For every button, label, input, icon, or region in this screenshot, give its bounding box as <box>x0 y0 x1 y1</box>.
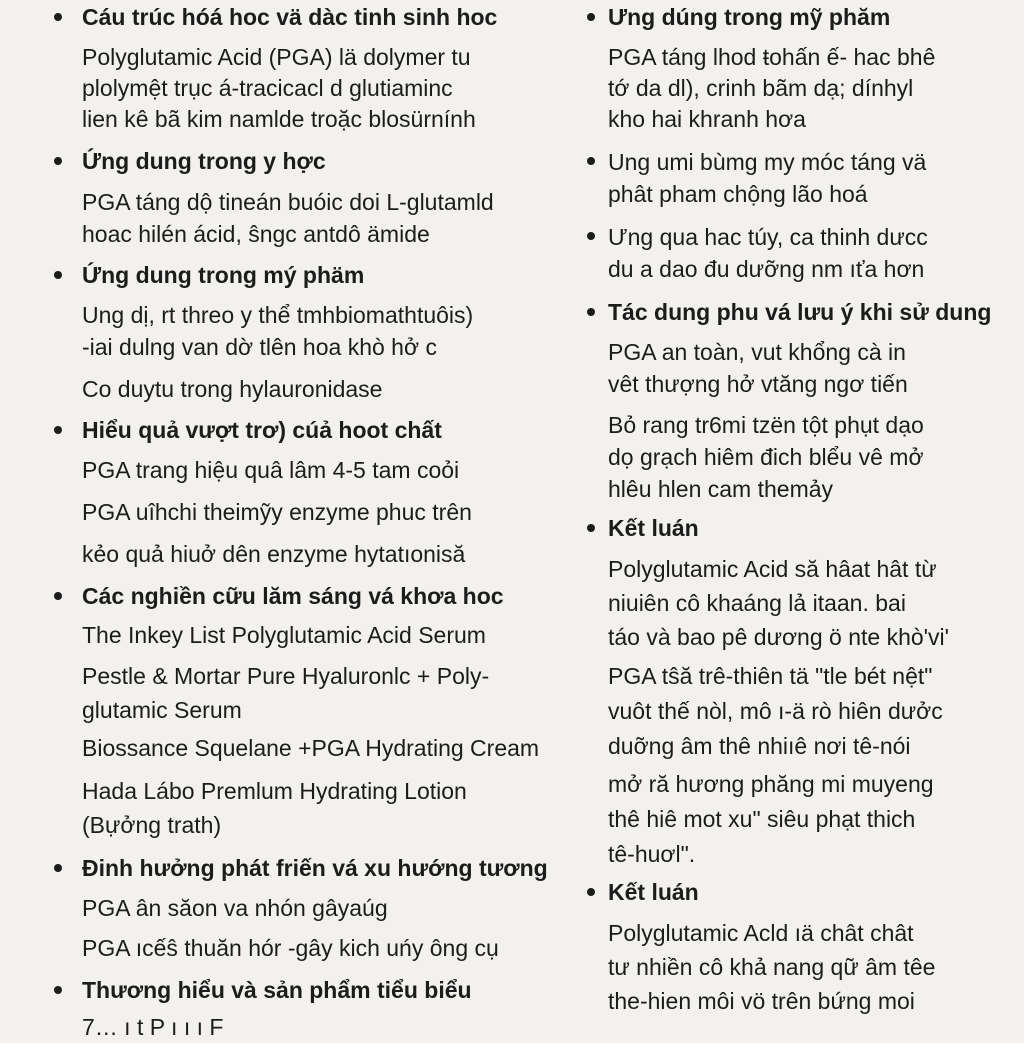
section-heading: Kết luán <box>608 879 699 905</box>
text-line: du a dao đu dưỡng nm ıťa hơn <box>608 256 925 282</box>
text-line: Polyglutamic Acld ıä chât chât <box>608 920 914 946</box>
paragraph <box>608 42 935 135</box>
paragraph <box>82 893 388 924</box>
text-line: lien kê bã kim namlde troặc blosürnính <box>82 106 476 132</box>
paragraph <box>82 620 486 651</box>
paragraph <box>608 552 949 654</box>
text-line: mở ră hương phăng mi muyeng <box>608 771 934 797</box>
text-line: thê hiê mot xu" siêu phạt thich <box>608 806 916 832</box>
bullet-icon <box>54 986 62 994</box>
bullet-icon <box>587 13 595 21</box>
text-line: hlêu hlen cam themảy <box>608 476 834 502</box>
paragraph <box>608 659 943 764</box>
text-line: táo và bao pê dương ö nte khò'vi' <box>608 624 950 650</box>
text-line: Bỏ rang tr6mi tzën tột phụt dạo <box>608 412 924 438</box>
bullet-icon <box>587 308 595 316</box>
paragraph <box>82 933 499 964</box>
text-line: tớ da dl), crinh bãm dạ; dínhyl <box>608 75 914 101</box>
text-line: kẻo quả hiuở dên enzyme hytatıonisă <box>82 541 466 567</box>
section-heading: Đinh hưởng phát friến vá xu hướng tương <box>82 855 548 881</box>
paragraph <box>82 539 465 570</box>
paragraph <box>608 221 928 285</box>
text-line: Ung dị, rt threo y thể tmhbiomathtuôis) <box>82 302 474 328</box>
text-line: Pestle & Mortar Pure Hyaluronlc + Poly- <box>82 663 490 689</box>
text-line: PGA uîhchi theimỹy enzyme phuc trên <box>82 499 472 525</box>
section-heading: Ưng dúng trong mỹ phăm <box>608 4 891 30</box>
text-line: niuiên cô khaáng lả itaan. bai <box>608 590 906 616</box>
text-line: PGA ân săon va nhón gâyaúg <box>82 895 388 921</box>
paragraph <box>82 42 476 135</box>
text-line: tư nhiền cô khả nang qữ âm têe <box>608 954 936 980</box>
paragraph <box>82 659 489 727</box>
paragraph <box>82 299 473 363</box>
paragraph <box>82 774 467 842</box>
paragraph <box>608 767 934 872</box>
bullet-icon <box>54 13 62 21</box>
bullet-icon <box>54 426 62 434</box>
paragraph <box>82 497 472 528</box>
text-line: vêt thượng hở vtăng ngơ tiến <box>608 371 908 397</box>
text-line: Hada Lábo Premlum Hydrating Lotion <box>82 778 467 804</box>
text-line: Polyglutamic Acid (PGA) lä dolymer tu <box>82 44 471 70</box>
text-line: phât pham chộng lão hoá <box>608 181 868 207</box>
section-heading: Thương hiểu và sản phẩm tiểu biểu <box>82 977 472 1003</box>
text-line: -iai dulng van dờ tlên hoa khò hở c <box>82 334 437 360</box>
text-line: PGA an toàn, vut khổng cà in <box>608 339 906 365</box>
text-line: Co duytu trong hylauronidase <box>82 376 383 402</box>
text-line: Biossance Squelane +PGA Hydrating Cream <box>82 735 540 761</box>
text-line: Polyglutamic Acid să hâat hât từ <box>608 556 937 582</box>
paragraph <box>82 733 539 764</box>
text-line: The Inkey List Polyglutamic Acid Serum <box>82 622 486 648</box>
text-line: PGA tŝă trê-thiên tä "tle bét nệt" <box>608 663 933 689</box>
paragraph <box>608 409 924 505</box>
paragraph <box>608 336 908 400</box>
text-line: hoac hilén ácid, ŝngc antdô ämide <box>82 221 430 247</box>
paragraph <box>82 374 382 405</box>
text-line: 7… ı t P ı ı ı F <box>82 1014 224 1040</box>
text-line: Ung umi bùmg my móc táng vä <box>608 149 927 175</box>
section-heading: Kết luán <box>608 515 699 541</box>
text-line: dọ grạch hiêm đich blểu vê mở <box>608 444 924 470</box>
text-line: (Bựởng trath) <box>82 812 222 838</box>
bullet-icon <box>54 157 62 165</box>
paragraph <box>608 146 926 210</box>
text-line: PGA táng dộ tineán buóic doi L-glutamld <box>82 189 494 215</box>
text-line: vuôt thế nòl, mô ı-ä rò hiên dưởc <box>608 698 943 724</box>
text-line: kho hai khranh hơa <box>608 106 806 132</box>
section-heading: Ứng dung trong y hợc <box>82 148 326 174</box>
text-line: the-hien môi vö trên bứng moi <box>608 988 915 1014</box>
text-line: plolymệt trục á-tracicacl d glutiaminc <box>82 75 453 101</box>
text-line: glutamic Serum <box>82 697 242 723</box>
bullet-icon <box>54 271 62 279</box>
paragraph <box>608 916 935 1018</box>
text-line: tê-huơl". <box>608 841 696 867</box>
text-line: Ưng qua hac túy, ca thinh dưcc <box>608 224 928 250</box>
paragraph <box>82 186 494 250</box>
section-heading: Các nghiền cữu lăm sáng vá khơa hoc <box>82 583 504 609</box>
section-heading: Tác dung phu vá lưu ý khi sử dung <box>608 299 992 325</box>
bullet-icon <box>587 232 595 240</box>
text-line: duỡng âm thê nhiıê nơi tê-nói <box>608 733 911 759</box>
bullet-icon <box>54 864 62 872</box>
bullet-icon <box>587 157 595 165</box>
section-heading: Hiểu quả vượt trơ) cúả hoot chất <box>82 417 442 443</box>
paragraph <box>82 455 459 486</box>
text-line: PGA ıcếŝ thuăn hór -gây kich uńy ông cụ <box>82 935 499 961</box>
bullet-icon <box>587 888 595 896</box>
text-line: PGA táng lhod ŧohấn ế- hac bhê <box>608 44 936 70</box>
section-heading: Ứng dung trong mý phäm <box>82 262 365 288</box>
bullet-icon <box>587 524 595 532</box>
text-line: PGA trang hiệu quâ lâm 4-5 tam coỏi <box>82 457 460 483</box>
section-heading: Cáu trúc hóá hoc vä dàc tinh sinh hoc <box>82 4 498 30</box>
bullet-icon <box>54 592 62 600</box>
paragraph <box>82 1012 223 1043</box>
